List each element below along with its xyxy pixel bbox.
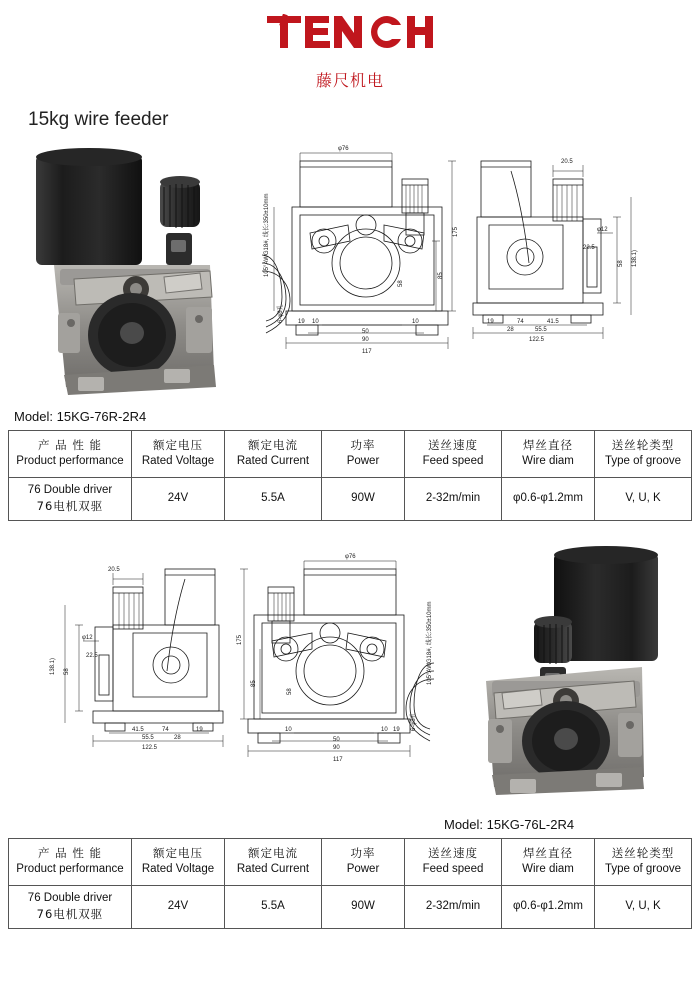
spec-table-2	[8, 838, 692, 929]
cell-0-line2: 76电机双驱	[36, 907, 104, 921]
svg-text:122.5: 122.5	[142, 745, 158, 751]
svg-text:28: 28	[507, 327, 514, 333]
wire-feeder-photo-2	[444, 545, 682, 813]
front-view-drawing-1	[252, 137, 467, 405]
svg-text:22.5: 22.5	[86, 653, 98, 659]
svg-text:58: 58	[287, 688, 293, 695]
technical-drawing-side-2	[14, 545, 229, 813]
header-cn-6: 送丝轮类型	[611, 438, 675, 453]
svg-text:19: 19	[196, 727, 203, 733]
header-en-3: Power	[346, 863, 380, 875]
svg-text:6-φ8孔: 6-φ8孔	[278, 304, 284, 323]
svg-text:58: 58	[64, 668, 70, 675]
svg-text:19: 19	[393, 727, 400, 733]
product-photo-right-model	[14, 137, 252, 424]
svg-text:90: 90	[362, 337, 369, 343]
svg-text:19: 19	[487, 319, 494, 325]
header-en-0: Product performance	[16, 455, 124, 467]
header-cn-2: 额定电流	[248, 846, 298, 861]
technical-drawing-front-2	[229, 545, 444, 813]
svg-text:105°AWG18#, 线长:350±10mm: 105°AWG18#, 线长:350±10mm	[264, 193, 270, 277]
svg-text:55.5: 55.5	[142, 735, 154, 741]
header-en-5: Wire diam	[522, 863, 574, 875]
table-row	[9, 886, 692, 929]
header-en-0: Product performance	[16, 863, 124, 875]
svg-text:20.5: 20.5	[108, 567, 120, 573]
technical-drawing-side-1	[467, 137, 682, 405]
header-en-4: Feed speed	[422, 455, 484, 467]
header-cn-0: 产 品 性 能	[38, 846, 102, 861]
header-cn-6: 送丝轮类型	[611, 846, 675, 861]
svg-text:28: 28	[174, 735, 181, 741]
model-label-1: Model: 15KG-76R-2R4	[14, 409, 147, 424]
svg-text:φ76: φ76	[338, 146, 349, 152]
table-header-row	[9, 839, 692, 886]
cell-2: 5.5A	[225, 478, 322, 521]
header-cn-3: 功率	[350, 846, 376, 861]
front-view-drawing-2	[229, 545, 444, 813]
header-en-1: Rated Voltage	[141, 863, 215, 875]
side-view-drawing-2	[14, 545, 229, 813]
tench-logo-icon	[265, 14, 435, 66]
svg-text:90: 90	[333, 745, 340, 751]
header-en-5: Wire diam	[522, 455, 574, 467]
logo-mark	[265, 14, 435, 89]
svg-text:10: 10	[381, 727, 388, 733]
spec-table-wrapper-1	[0, 430, 700, 521]
svg-text:50: 50	[362, 329, 369, 335]
cell-0-line1: 76 Double driver	[27, 892, 113, 905]
header-cn-2: 额定电流	[248, 438, 298, 453]
cell-3: 90W	[322, 886, 405, 929]
header-cn-4: 送丝速度	[428, 438, 478, 453]
spec-table-wrapper-2	[0, 838, 700, 929]
svg-text:19: 19	[298, 319, 305, 325]
cell-6: V, U, K	[595, 478, 692, 521]
svg-text:φ12: φ12	[82, 635, 93, 641]
svg-text:50: 50	[333, 737, 340, 743]
figure-row-top	[0, 137, 700, 424]
cell-5: φ0.6-φ1.2mm	[502, 886, 595, 929]
header-en-2: Rated Current	[236, 455, 310, 467]
wire-feeder-photo-1	[14, 137, 252, 405]
svg-text:175: 175	[453, 226, 459, 237]
cell-0-line2: 76电机双驱	[36, 499, 104, 513]
svg-text:55.5: 55.5	[535, 327, 547, 333]
cell-0-line1: 76 Double driver	[27, 484, 113, 497]
brand-logo	[0, 0, 700, 91]
svg-text:74: 74	[162, 727, 169, 733]
table-row	[9, 478, 692, 521]
cell-4: 2-32m/min	[405, 886, 502, 929]
cell-1: 24V	[132, 886, 225, 929]
svg-text:175: 175	[237, 634, 243, 645]
technical-drawing-front-1	[252, 137, 467, 405]
header-en-6: Type of groove	[604, 863, 682, 875]
svg-text:φ76: φ76	[345, 554, 356, 560]
svg-text:22.5: 22.5	[583, 245, 595, 251]
svg-text:41.5: 41.5	[547, 319, 559, 325]
header-cn-0: 产 品 性 能	[38, 438, 102, 453]
header-cn-5: 焊丝直径	[523, 438, 573, 453]
svg-text:6-φ8孔: 6-φ8孔	[411, 712, 417, 731]
svg-text:105°AWG18#, 线长:350±10mm: 105°AWG18#, 线长:350±10mm	[427, 601, 433, 685]
svg-text:138.1): 138.1)	[632, 249, 638, 267]
svg-text:20.5: 20.5	[561, 159, 573, 165]
header-cn-5: 焊丝直径	[523, 846, 573, 861]
header-cn-1: 额定电压	[153, 438, 203, 453]
side-view-drawing-1	[467, 137, 682, 405]
svg-text:58: 58	[618, 260, 624, 267]
svg-text:φ12: φ12	[597, 227, 608, 233]
svg-text:138.1): 138.1)	[50, 657, 56, 675]
header-en-1: Rated Voltage	[141, 455, 215, 467]
product-photo-left-model	[444, 545, 682, 832]
spec-table-1	[8, 430, 692, 521]
cell-5: φ0.6-φ1.2mm	[502, 478, 595, 521]
model-label-2: Model: 15KG-76L-2R4	[444, 817, 575, 832]
brand-chinese-name: 藤尺机电	[315, 71, 384, 90]
cell-4: 2-32m/min	[405, 478, 502, 521]
svg-text:85: 85	[251, 680, 257, 687]
svg-text:10: 10	[312, 319, 319, 325]
page-title: 15kg wire feeder	[28, 109, 169, 130]
header-cn-1: 额定电压	[153, 846, 203, 861]
header-en-2: Rated Current	[236, 863, 310, 875]
header-en-6: Type of groove	[604, 455, 682, 467]
svg-text:41.5: 41.5	[132, 727, 144, 733]
svg-text:122.5: 122.5	[529, 337, 545, 343]
svg-text:74: 74	[517, 319, 524, 325]
header-en-4: Feed speed	[422, 863, 484, 875]
cell-1: 24V	[132, 478, 225, 521]
cell-2: 5.5A	[225, 886, 322, 929]
svg-text:10: 10	[412, 319, 419, 325]
header-cn-3: 功率	[350, 438, 376, 453]
svg-text:10: 10	[285, 727, 292, 733]
cell-6: V, U, K	[595, 886, 692, 929]
svg-text:85: 85	[438, 272, 444, 279]
table-header-row	[9, 431, 692, 478]
svg-text:58: 58	[398, 280, 404, 287]
header-cn-4: 送丝速度	[428, 846, 478, 861]
svg-text:117: 117	[333, 757, 343, 763]
header-en-3: Power	[346, 455, 380, 467]
figure-row-bottom	[0, 545, 700, 832]
svg-text:117: 117	[362, 349, 372, 355]
cell-3: 90W	[322, 478, 405, 521]
